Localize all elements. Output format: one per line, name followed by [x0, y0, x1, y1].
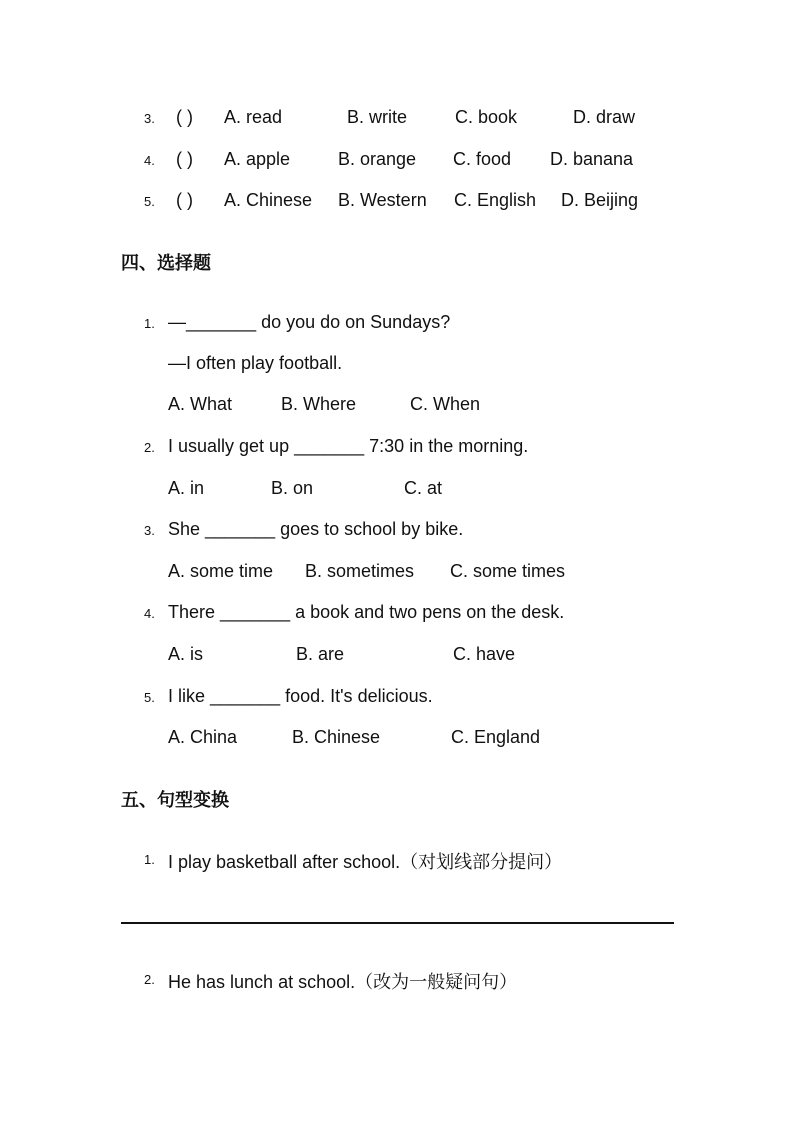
option-a: A. Chinese [224, 190, 313, 210]
question-number: 4. [144, 606, 155, 621]
option-a: A. apple [224, 149, 291, 169]
option-c: C. at [404, 478, 443, 498]
option-d: D. banana [550, 149, 634, 169]
option-c: C. food [453, 149, 512, 169]
answer-parentheses: ( ) [176, 190, 193, 210]
question-number: 1. [144, 316, 155, 331]
option-c: C. England [451, 727, 541, 747]
answer-parentheses: ( ) [176, 107, 193, 127]
question-number: 2. [144, 440, 155, 455]
question-number: 4. [144, 153, 155, 168]
question-number: 3. [144, 111, 155, 126]
question-text: I play basketball after school.（对划线部分提问） [168, 852, 563, 872]
answer-parentheses: ( ) [176, 149, 193, 169]
question-text: There _______ a book and two pens on the desk. [168, 602, 565, 622]
option-c: C. book [455, 107, 518, 127]
option-c: C. When [410, 394, 481, 414]
question-number: 5. [144, 690, 155, 705]
option-b: B. are [296, 644, 345, 664]
question-text: He has lunch at school.（改为一般疑问句） [168, 972, 518, 992]
question-number: 5. [144, 194, 155, 209]
option-b: B. Chinese [292, 727, 381, 747]
option-b: B. write [347, 107, 408, 127]
question-text: She _______ goes to school by bike. [168, 519, 464, 539]
option-a: A. China [168, 727, 238, 747]
question-number: 3. [144, 523, 155, 538]
option-b: B. Where [281, 394, 357, 414]
option-b: B. Western [338, 190, 427, 210]
option-a: A. some time [168, 561, 274, 581]
option-d: D. Beijing [561, 190, 639, 210]
option-a: A. in [168, 478, 205, 498]
option-d: D. draw [573, 107, 636, 127]
question-number: 1. [144, 852, 155, 867]
section-heading: 四、选择题 [121, 253, 211, 273]
question-text: I like _______ food. It's delicious. [168, 686, 433, 706]
question-number: 2. [144, 972, 155, 987]
option-b: B. sometimes [305, 561, 415, 581]
question-text: —_______ do you do on Sundays? [168, 312, 451, 332]
option-a: A. What [168, 394, 233, 414]
option-a: A. read [224, 107, 283, 127]
option-a: A. is [168, 644, 204, 664]
option-c: C. have [453, 644, 516, 664]
answer-text: —I often play football. [168, 353, 343, 373]
option-b: B. orange [338, 149, 417, 169]
option-b: B. on [271, 478, 314, 498]
answer-line [121, 922, 674, 924]
option-c: C. English [454, 190, 537, 210]
section-heading: 五、句型变换 [121, 790, 229, 810]
option-c: C. some times [450, 561, 566, 581]
question-text: I usually get up _______ 7:30 in the morning. [168, 436, 529, 456]
